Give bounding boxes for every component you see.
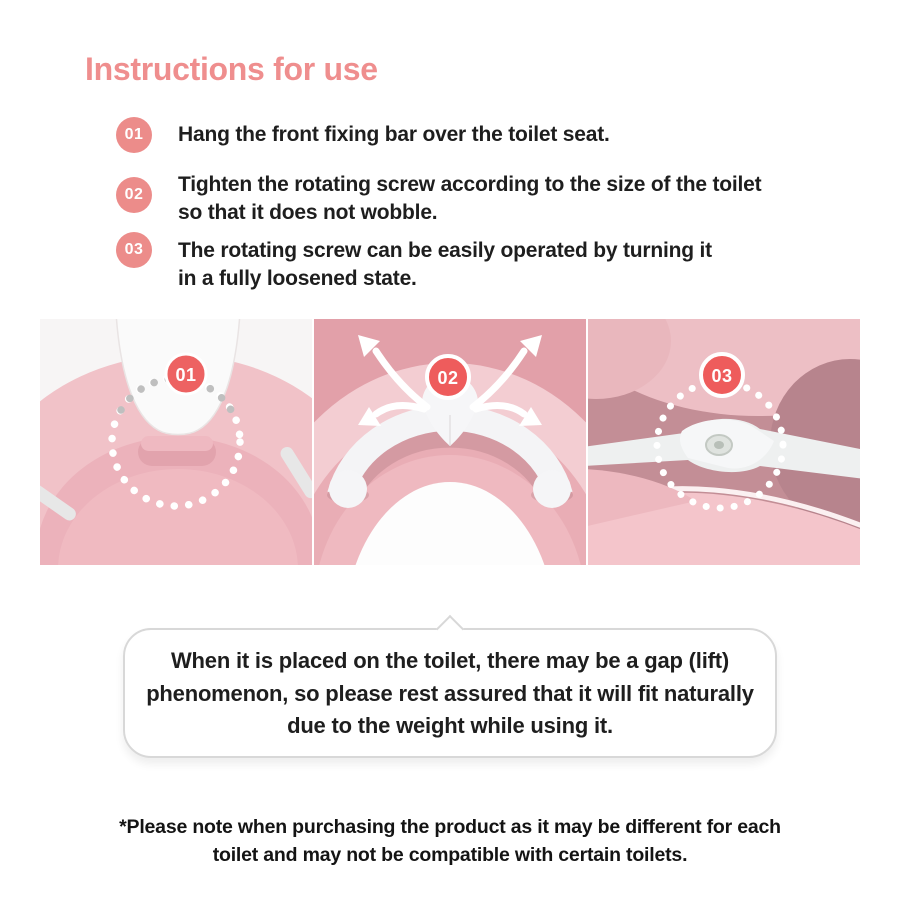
figure-marker-03 [701,354,743,396]
rotating-screw-illustration [588,319,860,565]
svg-text:03: 03 [711,366,733,386]
step-2-line-1: Tighten the rotating screw according to the size of the toilet [178,173,762,196]
figure-marker-01 [166,354,206,394]
note-bubble [123,628,777,758]
figure-panel-rotating-screw [588,319,860,565]
note-line-1: When it is placed on the toilet, there may be a gap (lift) [170,648,730,673]
note-bubble-text [125,645,775,743]
step-2-line-2: so that it does not wobble. [178,201,438,224]
adjustable-bar-illustration [314,319,586,565]
svg-text:01: 01 [175,365,197,385]
bar-end-knob-right [533,470,571,508]
note-line-3: due to the weight while using it. [287,713,613,738]
front-fixing-bar-illustration [40,319,312,565]
svg-text:02: 02 [437,368,459,388]
step-2-text [178,171,761,227]
product-figure-strip [40,319,860,565]
figure-panel-front-fixing-bar [40,319,312,565]
figure-panel-adjustable-bar [314,319,586,565]
step-1-line-1: Hang the front fixing bar over the toilet seat. [178,123,610,146]
note-line-2: phenomenon, so please rest assured that it will fit naturally [146,680,754,706]
step-1-badge: 01 [116,117,152,153]
footnote-line-2: toilet and may not be compatible with certain toilets. [212,844,688,866]
step-3-line-2: in a fully loosened state. [178,267,417,290]
footnote-line-1: *Please note when purchasing the product as it may be different for each [119,816,781,838]
page-title: Instructions for use [85,51,378,87]
step-3-text [178,237,712,293]
step-3-line-1: The rotating screw can be easily operated by turning it [178,239,712,262]
step-3-badge: 03 [116,232,152,268]
bar-end-knob-left [329,470,367,508]
step-2-badge: 02 [116,177,152,213]
figure-marker-02 [427,356,469,398]
compatibility-footnote [0,813,900,869]
step-1-text [178,121,610,149]
bubble-caret [436,615,464,643]
